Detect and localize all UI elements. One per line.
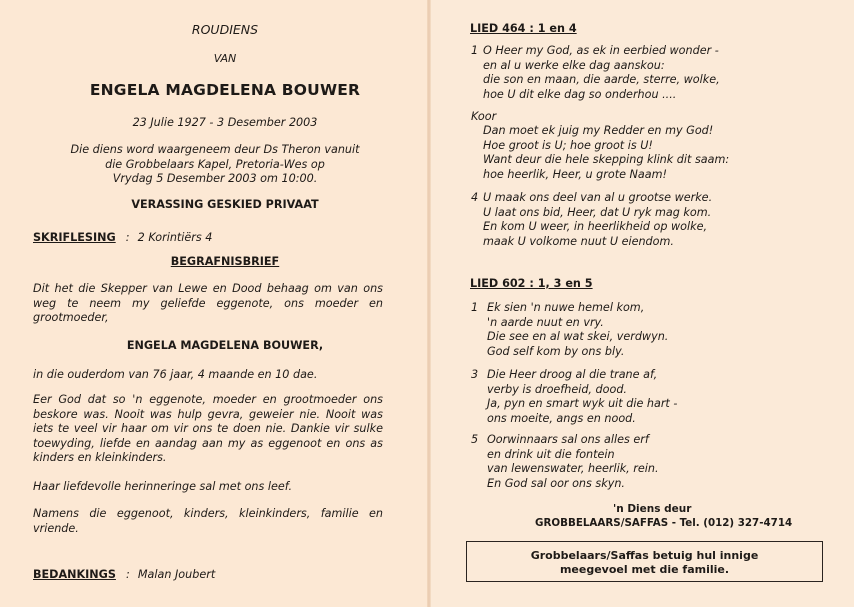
life-dates: 23 Julie 1927 - 3 Desember 2003 (132, 116, 318, 129)
verse-line: die son en maan, die aarde, sterre, wolke, (483, 73, 720, 86)
verse-line: Dan moet ek juig my Redder en my God! (483, 124, 714, 137)
cremation-notice: VERASSING GESKIED PRIVAAT (131, 198, 319, 211)
funeral-home-contact: GROBBELAARS/SAFFAS - Tel. (012) 327-4714 (535, 517, 793, 529)
verse-line: en drink uit die fontein (487, 447, 615, 461)
verse-line: van lewenswater, heerlik, rein. (487, 462, 659, 475)
chorus-label: Koor (471, 110, 497, 123)
verse-line: Die Heer droog al die trane af, (487, 368, 658, 381)
verse-line: Want deur die hele skepping klink dit saam: (483, 153, 730, 166)
verse-line: Die see en al wat skei, verdwyn. (487, 330, 669, 343)
scripture-label: SKRIFLESING (33, 231, 116, 244)
hymn-602-verse-5 (487, 433, 659, 491)
verse-line: U maak ons deel van al u grootse werke. (483, 191, 713, 204)
letter-title: BEGRAFNISBRIEF (170, 255, 280, 268)
scripture-reading (33, 226, 212, 245)
deceased-name: ENGELA MAGDELENA BOUWER (89, 81, 361, 99)
hymn-464-verse-1 (483, 44, 720, 102)
verse-line: hoe heerlik, Heer, u grote Naam! (483, 167, 667, 181)
scripture-value: 2 Korintiërs 4 (137, 231, 213, 244)
condolence-message (466, 549, 823, 577)
verse-line: En God sal oor ons skyn. (487, 476, 625, 490)
service-line: die Grobbelaars Kapel, Pretoria-Wes op (105, 157, 325, 171)
service-line: Vrydag 5 Desember 2003 om 10:00. (112, 172, 318, 185)
hymn-464-verse-1-number: 1 (471, 44, 479, 57)
hymn-464-verse-4-number: 4 (471, 191, 479, 204)
service-line: Die diens word waargeneem deur Ds Theron vanuit (70, 143, 360, 156)
verse-line: maak U volkome nuut U eiendom. (483, 234, 674, 248)
letter-deceased-name: ENGELA MAGDELENA BOUWER, (126, 339, 324, 352)
verse-line: ons moeite, angs en nood. (487, 411, 636, 425)
hymn-602-verse-1 (487, 301, 668, 359)
condolence-line: Grobbelaars/Saffas betuig hul innige (530, 549, 759, 562)
hymn-602-verse-3-number: 3 (471, 368, 479, 381)
verse-line: 'n aarde nuut en vry. (487, 315, 604, 329)
chorus (483, 124, 729, 182)
page-fold (427, 0, 431, 607)
condolence-line: meegevoel met die familie. (559, 563, 730, 576)
hymn-602-verse-5-number: 5 (471, 433, 479, 446)
hymn-602-title: LIED 602 : 1, 3 en 5 (470, 277, 593, 290)
hymn-464-verse-4 (483, 191, 712, 249)
letter-age: in die ouderdom van 76 jaar, 4 maande en 10 dae. (33, 368, 318, 381)
verse-line: Hoe groot is U; hoe groot is U! (483, 138, 653, 152)
verse-line: U laat ons bid, Heer, dat U ryk mag kom. (483, 205, 712, 219)
verse-line: Oorwinnaars sal ons alles erf (487, 433, 649, 446)
heading-roudiens: ROUDIENS (191, 22, 259, 37)
letter-paragraph-4: Namens die eggenoot, kinders, kleinkinders, familie en vriende. (33, 507, 383, 535)
acknowledgements-separator: : (126, 568, 130, 581)
verse-line: Ja, pyn en smart wyk uit die hart - (487, 397, 678, 410)
verse-line: God self kom by ons bly. (487, 344, 625, 358)
letter-paragraph-1: Dit het die Skepper van Lewe en Dood behaag om van ons weg te neem my geliefde eggenote, ons moeder en grootmoeder, (33, 282, 383, 324)
letter-paragraph-3: Haar liefdevolle herinneringe sal met ons leef. (33, 480, 293, 493)
verse-line: verby is droefheid, dood. (487, 382, 627, 396)
acknowledgements (33, 563, 215, 582)
acknowledgements-label: BEDANKINGS (33, 568, 116, 581)
hymn-602-verse-3 (487, 368, 677, 426)
scripture-separator: : (125, 231, 130, 244)
heading-van: VAN (213, 52, 237, 65)
verse-line: Ek sien 'n nuwe hemel kom, (487, 301, 645, 314)
service-details (30, 143, 400, 187)
verse-line: hoe U dit elke dag so onderhou .... (483, 87, 677, 101)
acknowledgements-value: Malan Joubert (137, 568, 216, 581)
verse-line: O Heer my God, as ek in eerbied wonder - (483, 44, 719, 57)
verse-line: En kom U weer, in heerlikheid op wolke, (483, 220, 708, 233)
hymn-602-verse-1-number: 1 (471, 301, 479, 314)
letter-paragraph-2: Eer God dat so 'n eggenote, moeder en grootmoeder ons beskore was. Nooit was hulp gevra, geweier nie. Nooit was iets te veel vir haar om vir ons te doen nie. Dankie vir sulke toewyding, liefde en aandag aan my as eggenoot en ons as kinders en kleinkinders. (33, 393, 383, 464)
hymn-464-title: LIED 464 : 1 en 4 (470, 22, 577, 35)
service-by-label: 'n Diens deur (613, 503, 692, 515)
verse-line: en al u werke elke dag aanskou: (483, 58, 665, 72)
